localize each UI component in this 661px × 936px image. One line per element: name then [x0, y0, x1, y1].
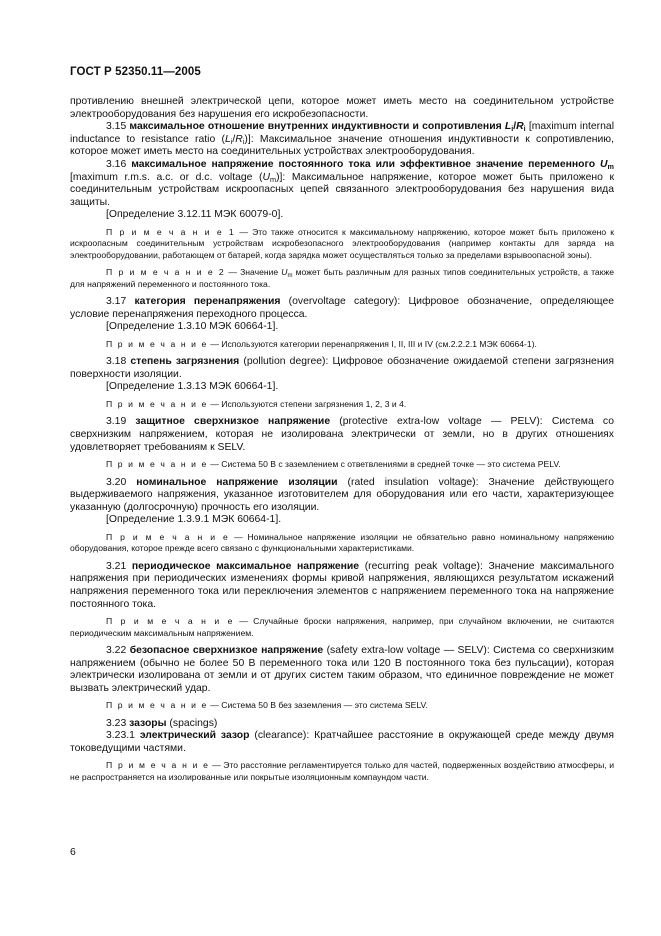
note-label: П р и м е ч а н и е 2 [106, 267, 226, 278]
symbol-slash: / [232, 133, 236, 145]
clause-number: 3.21 [106, 560, 127, 572]
note-label: П р и м е ч а н и е [106, 760, 210, 771]
note-label: П р и м е ч а н и е [106, 700, 208, 711]
clause-number: 3.23 [106, 717, 127, 729]
clause-3-18 [70, 356, 614, 381]
clause-text: (spacings) [166, 717, 218, 729]
clause-text: [maximum internal inductance to resistance ratio ( [70, 121, 615, 145]
note [70, 760, 614, 783]
note-label: П р и м е ч а н и е 1 [106, 226, 236, 237]
symbol-sub-i: i [230, 136, 233, 146]
note-label: П р и м е ч а н и е [106, 398, 208, 409]
clause-3-19 [70, 416, 614, 454]
note-text: может быть различным для разных типов соединительных устройств, а также для напряжений переменного и постоянного тока. [70, 267, 614, 289]
note [70, 227, 614, 261]
page-number: 6 [70, 847, 76, 858]
clause-term: максимальное напряжение постоянного тока или эффективное значение переменного [131, 158, 596, 170]
symbol-sub-m: m [607, 161, 614, 171]
clause-number: 3.17 [106, 295, 127, 307]
clause-3-15 [70, 121, 614, 159]
clause-3-23-1 [70, 730, 614, 755]
note [70, 399, 614, 410]
clause-term: защитное сверхнизкое напряжение [135, 416, 331, 428]
clause-text: (clearance): Кратчайшее расстояние в окружающей среде между двумя токоведущими частями. [70, 730, 614, 754]
symbol-L: L [504, 121, 512, 133]
clause-term: периодическое максимальное напряжение [131, 560, 360, 572]
note [70, 339, 614, 350]
clause-term: безопасное сверхнизкое напряжение [129, 644, 324, 656]
symbol-sub-m: m [287, 273, 293, 280]
clause-text: (overvoltage category): Цифровое обозначение, определяющее условие перенапряжения переходного процесса. [70, 295, 615, 320]
document-body [70, 96, 614, 789]
symbol-R: R [516, 121, 524, 133]
note-text: — Система 50 В с заземлением с ответвлениями в средней точке — это система PELV. [207, 459, 561, 470]
symbol-sub-m: m [270, 174, 277, 184]
definition-ref: [Определение 1.3.13 МЭК 60664-1]. [106, 381, 279, 393]
note [70, 532, 614, 555]
note-text: — Номинальное напряжение изоляции не обязательно равно номинальному напряжению оборудования, которое прежде всего связано с функциональными характеристиками. [70, 531, 614, 554]
note-label: П р и м е ч а н и е [106, 338, 208, 349]
clause-term: номинальное напряжение изоляции [136, 476, 338, 488]
clause-text: (rated insulation voltage): Значение действующего выдерживаемого напряжения, указанное изготовителем для оборудования или его части, характеризующее указанную (долгосрочную) прочность его изоляции. [70, 476, 615, 513]
clause-number: 3.15 [106, 121, 127, 133]
symbol-R: R [235, 133, 243, 145]
clause-number: 3.18 [106, 356, 127, 368]
note-text: — Значение [225, 267, 282, 278]
clause-number: 3.23.1 [106, 730, 135, 742]
note-label: П р и м е ч а н и е [106, 616, 234, 627]
note [70, 459, 614, 470]
clause-number: 3.20 [106, 476, 127, 488]
definition-ref: [Определение 1.3.9.1 МЭК 60664-1]. [106, 514, 282, 526]
clause-number: 3.19 [106, 416, 127, 428]
symbol-sub-i: i [511, 124, 514, 134]
note [70, 616, 614, 639]
symbol-L: L [224, 133, 231, 145]
clause-term: категория перенапряжения [134, 295, 281, 307]
note-text: — Система 50 В без заземления — это система SELV. [207, 700, 428, 711]
symbol-sub-i2: i [523, 124, 526, 134]
clause-3-17 [70, 296, 614, 321]
clause-number: 3.22 [106, 644, 127, 656]
clause-text: )]: Максимальное значение отношения индуктивности к сопротивлению, которое может иметь место на соединительных устройствах электрооборудования. [70, 133, 614, 158]
definition-ref: [Определение 3.12.11 МЭК 60079-0]. [106, 209, 284, 221]
note [70, 267, 614, 290]
clause-3-16 [70, 159, 614, 209]
symbol-slash: / [513, 121, 517, 133]
document-header: ГОСТ Р 52350.11—2005 [70, 66, 201, 78]
clause-3-20 [70, 477, 614, 515]
note-text: — Используются степени загрязнения 1, 2, 3 и 4. [207, 398, 407, 409]
clause-text: (protective extra-low voltage — PELV): Система со сверхнизким напряжением, которая не изолирована электрически от земли, но в других отношениях удовлетворяет требованиям к SELV. [70, 416, 614, 453]
clause-text: (recurring peak voltage): Значение максимального напряжения при периодических изменениях формы кривой напряжения, являющихся результатом искажений напряжения переменного тока или переключения элементов с напряжением переменного тока на напряжение постоянного тока. [70, 560, 615, 610]
clause-3-21 [70, 561, 614, 611]
symbol-U: U [600, 158, 608, 170]
symbol-U: U [281, 267, 288, 278]
clause-term: зазоры [129, 717, 167, 729]
note-text: — Используются категории перенапряжения I, II, III и IV (см.2.2.2.1 МЭК 60664-1). [207, 338, 537, 349]
clause-text: (pollution degree): Цифровое обозначение ожидаемой степени загрязнения поверхности изоляции. [70, 356, 614, 380]
note [70, 700, 614, 711]
note-label: П р и м е ч а н и е [106, 531, 230, 542]
clause-text: )]: Максимальное напряжение, которое может быть приложено к соединительным устройствам искроопасных цепей связанного электрооборудования без нарушения вида защиты. [70, 171, 614, 208]
note-text: — Это расстояние регламентируется только для частей, подверженных воздействию атмосферы, и не распространяется на изолированные или покрытые изоляционным компаундом части. [70, 760, 614, 782]
clause-text: [maximum r.m.s. a.c. or d.c. voltage ( [70, 171, 263, 183]
clause-3-23 [70, 718, 614, 731]
clause-term: максимальное отношение внутренних индуктивности и сопротивления [129, 121, 502, 133]
paragraph-continuation: противлению внешней электрической цепи, которое может иметь место на соединительном устройстве электрооборудования без нарушения его искробезопасности. [70, 96, 614, 120]
note-text: — Случайные броски напряжения, например, при случайном включении, не считаются периодическим максимальным напряжением. [70, 616, 614, 638]
note-text: — Это также относится к максимальному напряжению, которое может быть приложено к искроопасным соединительным устройствам искробезопасного электрооборудования (например контакты для заряда на электрооборудовании, работающем от батарей, когда зарядка может осуществляться только за пределами взрывоопасной зоны). [70, 226, 614, 260]
symbol-U: U [262, 171, 271, 183]
clause-term: электрический зазор [139, 730, 250, 742]
clause-text: (safety extra-low voltage — SELV): Система со сверхнизким напряжением (обычно не более 50 В переменного тока или 120 В постоянного тока без пульсации), которая электрически изолирована от земли и от других систем таким образом, что единичное повреждение не может вызвать электрический удар. [70, 644, 614, 694]
note-label: П р и м е ч а н и е [106, 459, 208, 470]
clause-3-22 [70, 645, 614, 695]
clause-number: 3.16 [106, 158, 127, 170]
symbol-sub-i: i [242, 136, 245, 146]
clause-term: степень загрязнения [130, 356, 240, 368]
definition-ref: [Определение 1.3.10 МЭК 60664-1]. [106, 321, 279, 333]
